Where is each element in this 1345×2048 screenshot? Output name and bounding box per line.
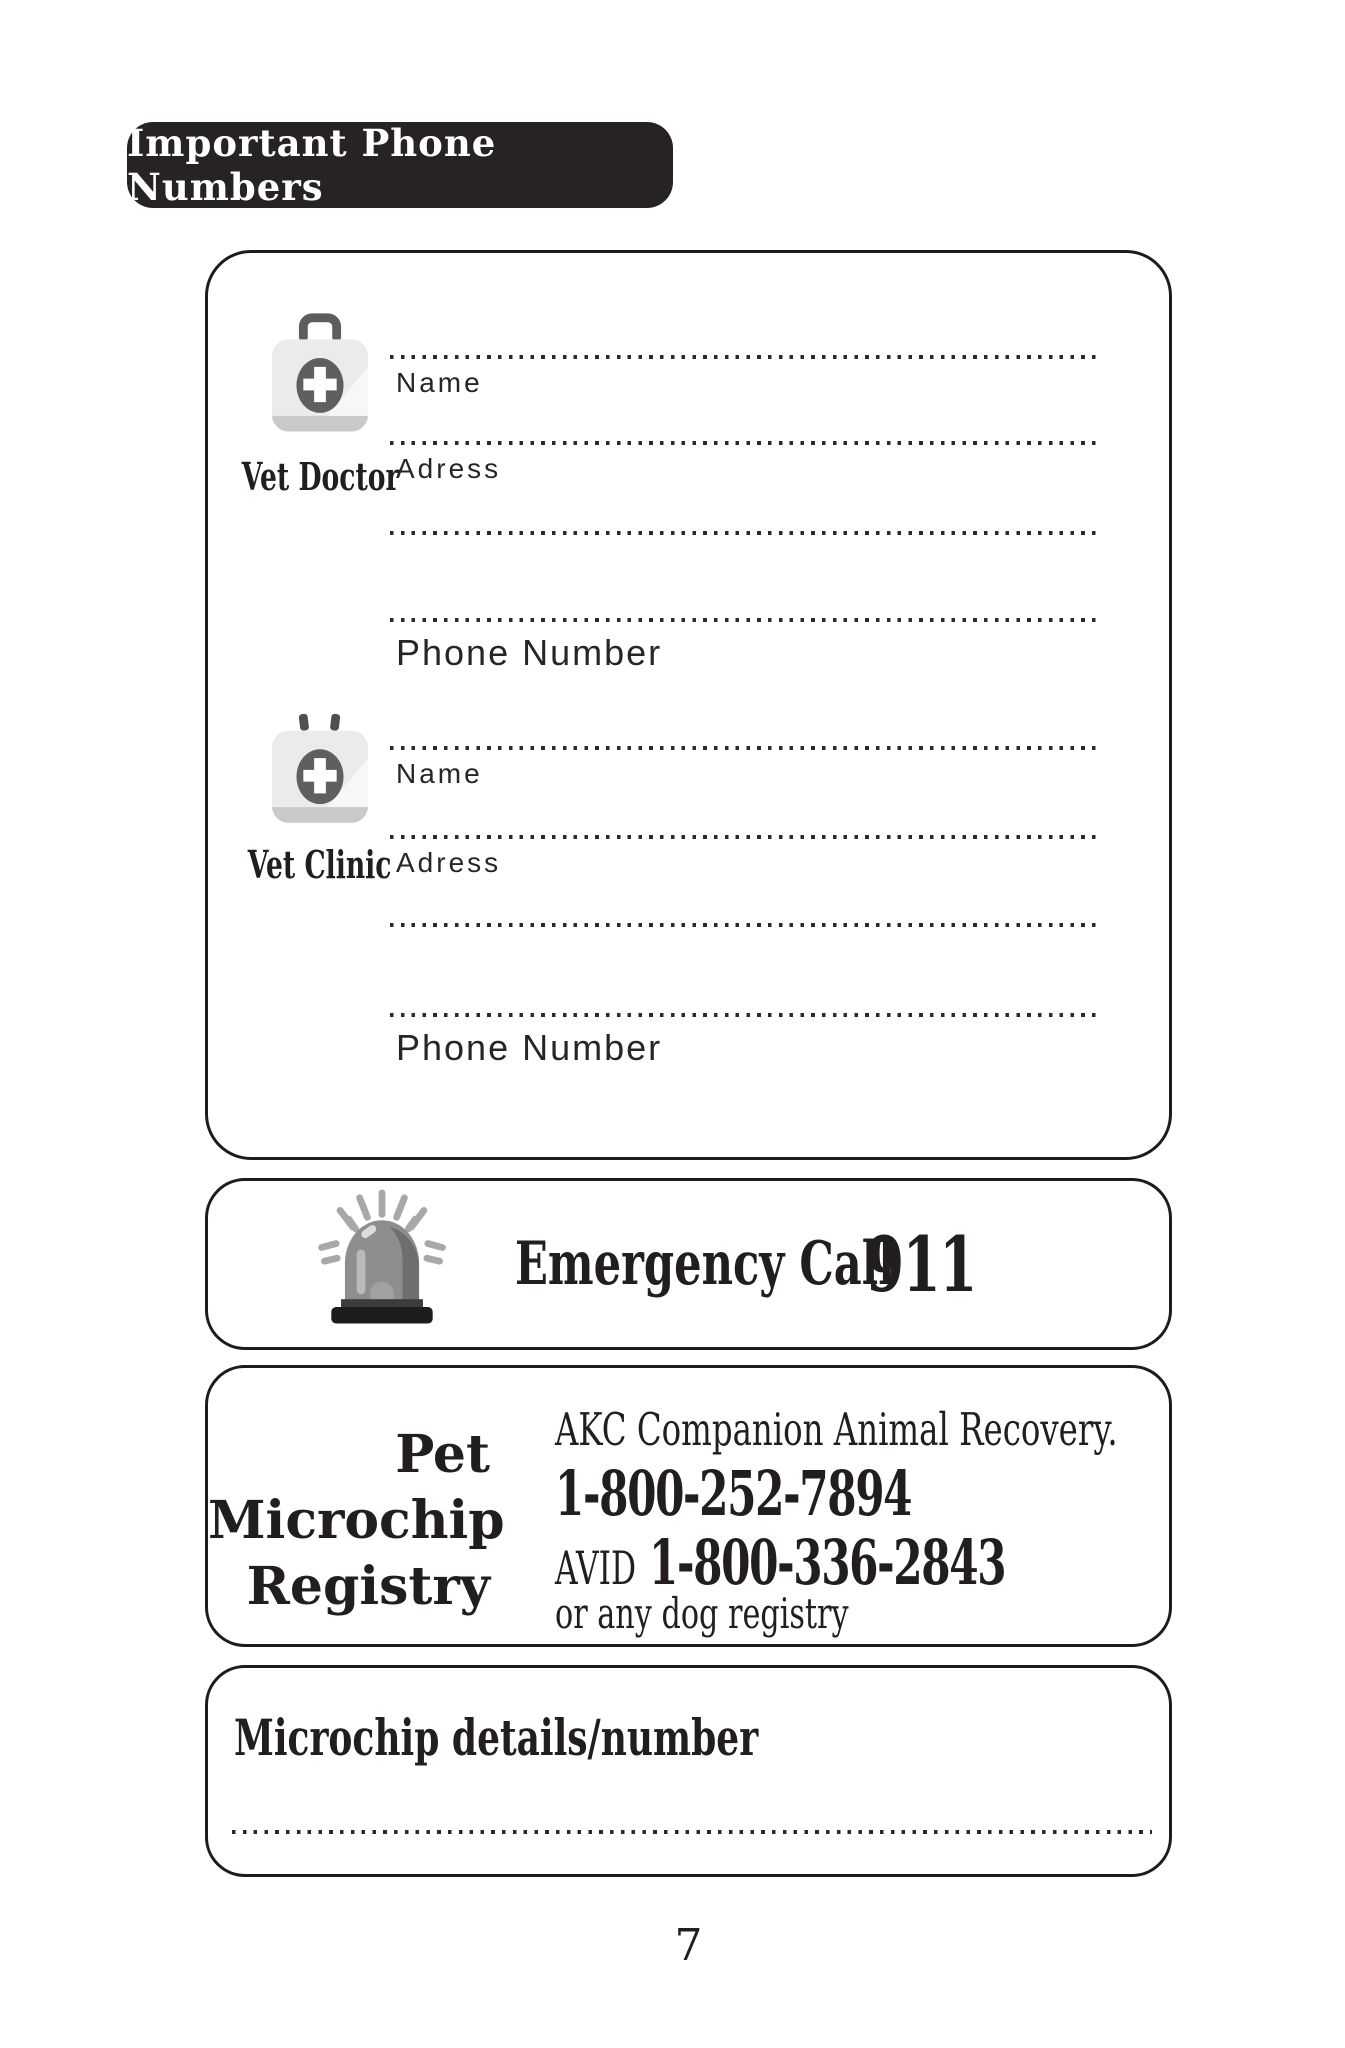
- vet-clinic-address-line2-field[interactable]: [390, 923, 1103, 936]
- vet-clinic-address-field[interactable]: [390, 835, 1103, 879]
- registry-note: or any dog registry: [555, 1589, 849, 1638]
- vet-doctor-name-field[interactable]: [390, 355, 1103, 399]
- vet-doctor-label-text: Vet Doctor: [241, 454, 400, 499]
- emergency-call-text: Emergency Call: [515, 1229, 895, 1299]
- microchip-registry-card: [205, 1365, 1172, 1647]
- vet-contacts-card: [205, 250, 1172, 1160]
- medical-bag-icon: [271, 713, 369, 829]
- medical-bag-icon: [271, 310, 369, 433]
- field-label: Name: [396, 367, 483, 398]
- registry-title-line: Registry: [246, 1556, 490, 1617]
- akc-phone-number: 1-800-252-7894: [555, 1457, 912, 1530]
- field-label: Name: [396, 758, 483, 789]
- avid-phone-number: 1-800-336-2843: [649, 1526, 1006, 1599]
- write-in-line: [390, 1013, 1103, 1017]
- vet-clinic-phone-field[interactable]: [390, 1013, 1103, 1068]
- medical-bag-icon: [271, 310, 369, 437]
- vet-clinic-label-text: Vet Clinic: [248, 842, 392, 887]
- page-title-text: Important Phone Numbers: [127, 121, 497, 209]
- akc-provider-name: AKC Companion Animal Recovery.: [555, 1403, 1118, 1456]
- avid-provider-row: [555, 1526, 1217, 1599]
- emergency-call-card: [205, 1178, 1172, 1350]
- registry-title-line: Microchip: [208, 1490, 505, 1551]
- write-in-line: [390, 531, 1103, 535]
- siren-icon: [304, 1189, 460, 1330]
- siren-icon: [304, 1189, 460, 1326]
- page-number: 7: [674, 1920, 703, 1971]
- emergency-number: [866, 1220, 1019, 1309]
- write-in-line: [390, 835, 1103, 839]
- write-in-line: [390, 441, 1103, 445]
- avid-provider-name: AVID: [555, 1541, 637, 1595]
- microchip-details-title: Microchip details/number: [234, 1708, 759, 1767]
- write-in-line: [390, 355, 1103, 359]
- vet-doctor-address-field[interactable]: [390, 441, 1103, 485]
- medical-bag-icon: [271, 713, 369, 825]
- vet-doctor-phone-field[interactable]: [390, 618, 1103, 673]
- write-in-line: [390, 618, 1103, 622]
- registry-title-line: Pet: [395, 1424, 490, 1485]
- page-title: [127, 122, 673, 208]
- field-label: Adress: [396, 847, 502, 878]
- write-in-line: [390, 746, 1103, 750]
- write-in-line: [390, 923, 1103, 927]
- microchip-details-card: [205, 1665, 1172, 1877]
- field-label: Phone Number: [396, 632, 663, 673]
- registry-title: [208, 1422, 505, 1620]
- field-label: Adress: [396, 453, 502, 484]
- write-in-line: [232, 1830, 1152, 1834]
- emergency-number-text: 911: [866, 1220, 976, 1309]
- field-label: Phone Number: [396, 1027, 663, 1068]
- vet-doctor-address-line2-field[interactable]: [390, 531, 1103, 544]
- vet-clinic-name-field[interactable]: [390, 746, 1103, 790]
- microchip-number-field[interactable]: [232, 1830, 1152, 1834]
